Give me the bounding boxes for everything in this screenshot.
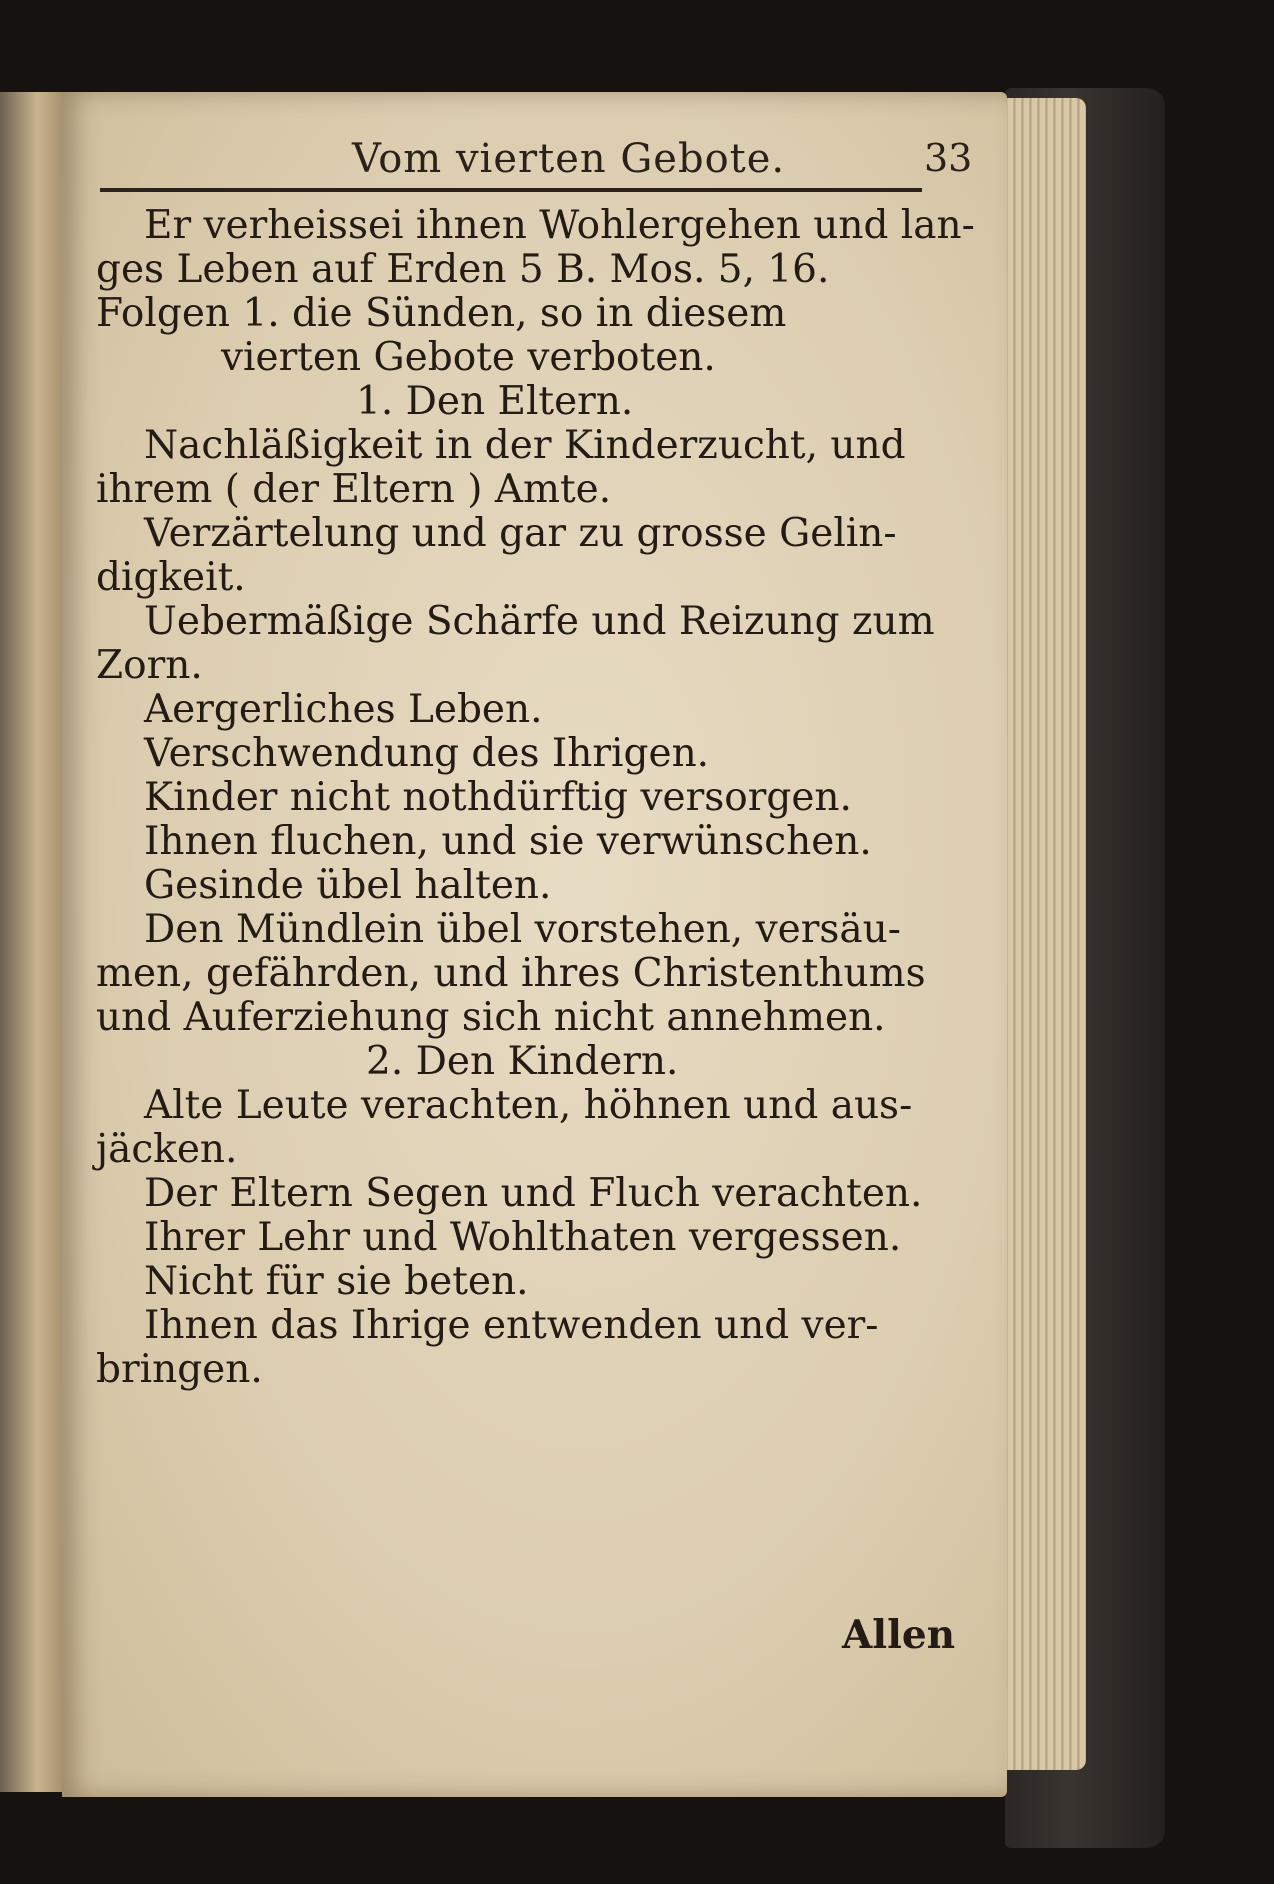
text-line: ges Leben auf Erden 5 B. Mos. 5, 16. [96,247,830,292]
text-line: und Auferziehung sich nicht annehmen. [96,995,886,1040]
text-line: Gesinde übel halten. [144,863,552,908]
text-line: Zorn. [96,643,203,688]
text-line: Den Mündlein übel vorstehen, versäu- [144,907,901,952]
body-text [96,203,975,1392]
text-line: jäcken. [96,1127,238,1172]
book-page [62,92,1007,1797]
text-line: men, gefährden, und ihres Christenthums [96,951,926,996]
text-line: digkeit. [96,555,246,600]
text-line: Kinder nicht nothdürftig versorgen. [144,775,852,820]
text-line: Nachläßigkeit in der Kinderzucht, und [144,423,906,468]
section-heading: 2. Den Kindern. [366,1039,679,1084]
text-line: Folgen 1. die Sünden, so in diesem [96,291,787,336]
page-edges [1000,98,1086,1770]
left-page-edge [0,92,62,1792]
text-line: Ihnen fluchen, und sie verwünschen. [144,819,872,864]
text-line: Er verheissei ihnen Wohlergehen und lan- [144,203,975,248]
page-header [162,132,982,192]
page-number: 33 [924,136,973,180]
running-title: Vom vierten Gebote. [352,136,786,182]
section-heading: 1. Den Eltern. [356,379,634,424]
text-line: Aergerliches Leben. [144,687,543,732]
text-line: Uebermäßige Schärfe und Reizung zum [144,599,935,644]
text-line: Ihrer Lehr und Wohlthaten vergessen. [144,1215,902,1260]
text-line: Nicht für sie beten. [144,1259,529,1304]
header-rule [100,188,922,192]
text-line: bringen. [96,1347,263,1392]
text-line: ihrem ( der Eltern ) Amte. [96,467,612,512]
text-line: Verzärtelung und gar zu grosse Gelin- [144,511,897,556]
text-line: vierten Gebote verboten. [221,335,716,380]
text-line: Verschwendung des Ihrigen. [144,731,710,776]
text-line: Ihnen das Ihrige entwenden und ver- [144,1303,879,1348]
text-line: Alte Leute verachten, höhnen und aus- [144,1083,913,1128]
catchword: Allen [842,1612,956,1658]
text-line: Der Eltern Segen und Fluch verachten. [144,1171,923,1216]
